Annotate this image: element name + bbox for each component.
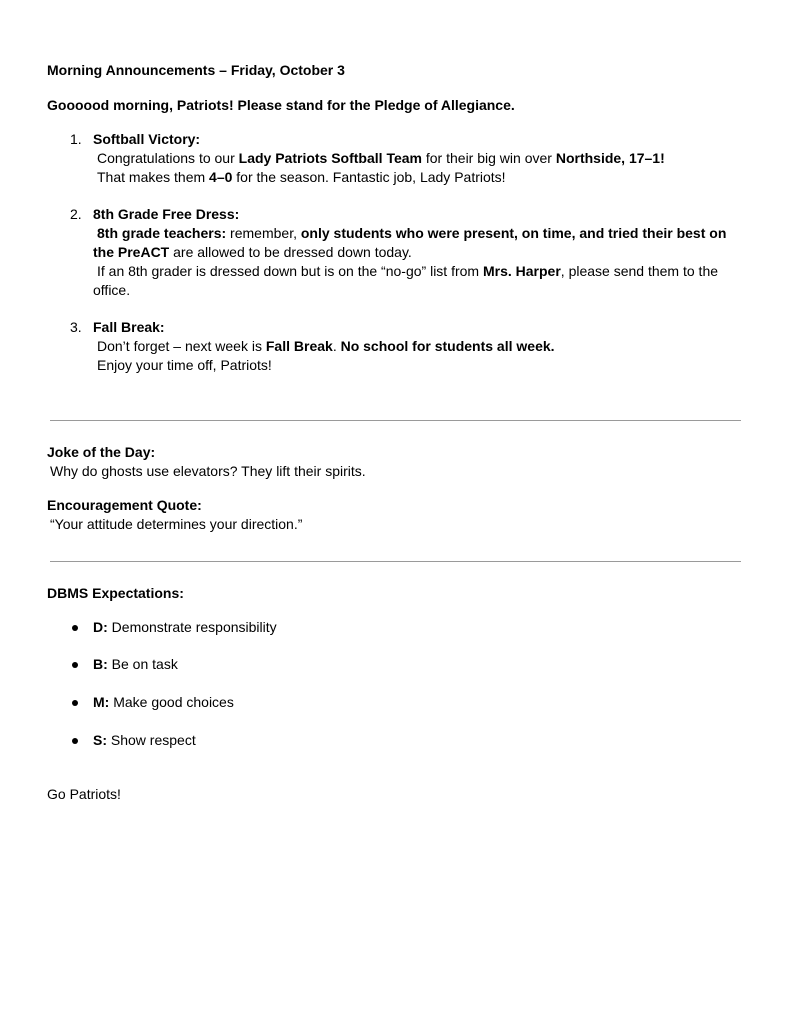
bold-text: 4–0 <box>209 169 233 185</box>
item-line <box>97 262 718 280</box>
bold-text: Fall Break <box>265 338 333 354</box>
title-text: Morning Announcements – Friday, October 3 <box>47 62 345 78</box>
divider <box>50 561 741 562</box>
list-number: 2. <box>70 206 82 222</box>
document-title <box>47 61 345 79</box>
bullet-icon <box>72 700 78 706</box>
joke-heading <box>47 443 155 461</box>
heading-text: Joke of the Day: <box>47 444 156 460</box>
list-number: 3. <box>70 319 82 335</box>
divider <box>50 420 741 421</box>
item-line <box>97 149 665 167</box>
heading-text: Fall Break: <box>93 319 165 335</box>
heading-text: Softball Victory: <box>93 131 201 147</box>
text: . <box>332 338 341 354</box>
bullet-icon <box>72 738 78 744</box>
text: for the season. Fantastic job, Lady Patriots! <box>232 169 506 185</box>
bullet-icon <box>72 625 78 631</box>
heading-text: 8th Grade Free Dress: <box>93 206 240 222</box>
text: That makes them <box>97 169 210 185</box>
text: Don’t forget – next week is <box>97 338 266 354</box>
item-heading <box>93 318 165 336</box>
text: If an 8th grader is dressed down but is on the “no-go” list from <box>97 263 483 279</box>
text: remember, <box>226 225 301 241</box>
bold-text: the PreACT <box>93 244 170 260</box>
heading-text: Encouragement Quote: <box>47 497 202 513</box>
item-line <box>97 168 506 186</box>
bullet-text <box>93 731 196 749</box>
item-line <box>97 224 726 242</box>
text: are allowed to be dressed down today. <box>169 244 412 260</box>
expectations-heading <box>47 584 184 602</box>
bold-text: M: <box>93 694 110 710</box>
item-heading <box>93 130 200 148</box>
item-line <box>97 337 555 355</box>
bold-text: Lady Patriots Softball Team <box>238 150 422 166</box>
bold-text: Northside, 17–1! <box>555 150 665 166</box>
joke-text: Why do ghosts use elevators? They lift their spirits. <box>50 463 366 479</box>
heading-text: DBMS Expectations: <box>47 585 184 601</box>
greeting <box>47 96 515 114</box>
item-line <box>93 243 412 261</box>
item-heading <box>93 205 239 223</box>
bold-text: Mrs. Harper <box>482 263 561 279</box>
text: Show respect <box>107 732 196 748</box>
list-number: 1. <box>70 131 82 147</box>
item-line: Enjoy your time off, Patriots! <box>97 357 272 373</box>
bullet-icon <box>72 662 78 668</box>
bullet-text <box>93 655 178 673</box>
bullet-text <box>93 618 277 636</box>
bold-text: only students who were present, on time, and tried their best on <box>300 225 727 241</box>
bullet-text <box>93 693 234 711</box>
bold-text: S: <box>93 732 107 748</box>
bold-text: No school for students all week. <box>340 338 555 354</box>
quote-text: “Your attitude determines your direction.” <box>50 516 303 532</box>
text: Congratulations to our <box>97 150 239 166</box>
bold-text: B: <box>93 656 108 672</box>
item-line: office. <box>93 282 131 298</box>
closing-text: Go Patriots! <box>47 786 121 802</box>
text: , please send them to the <box>560 263 719 279</box>
greeting-text: Goooood morning, Patriots! Please stand for the Pledge of Allegiance. <box>47 97 515 113</box>
text: Be on task <box>107 656 178 672</box>
quote-heading <box>47 496 202 514</box>
text: Demonstrate responsibility <box>107 619 277 635</box>
text: for their big win over <box>421 150 556 166</box>
bold-text: D: <box>93 619 108 635</box>
text: Make good choices <box>109 694 234 710</box>
bold-text: 8th grade teachers: <box>97 225 227 241</box>
